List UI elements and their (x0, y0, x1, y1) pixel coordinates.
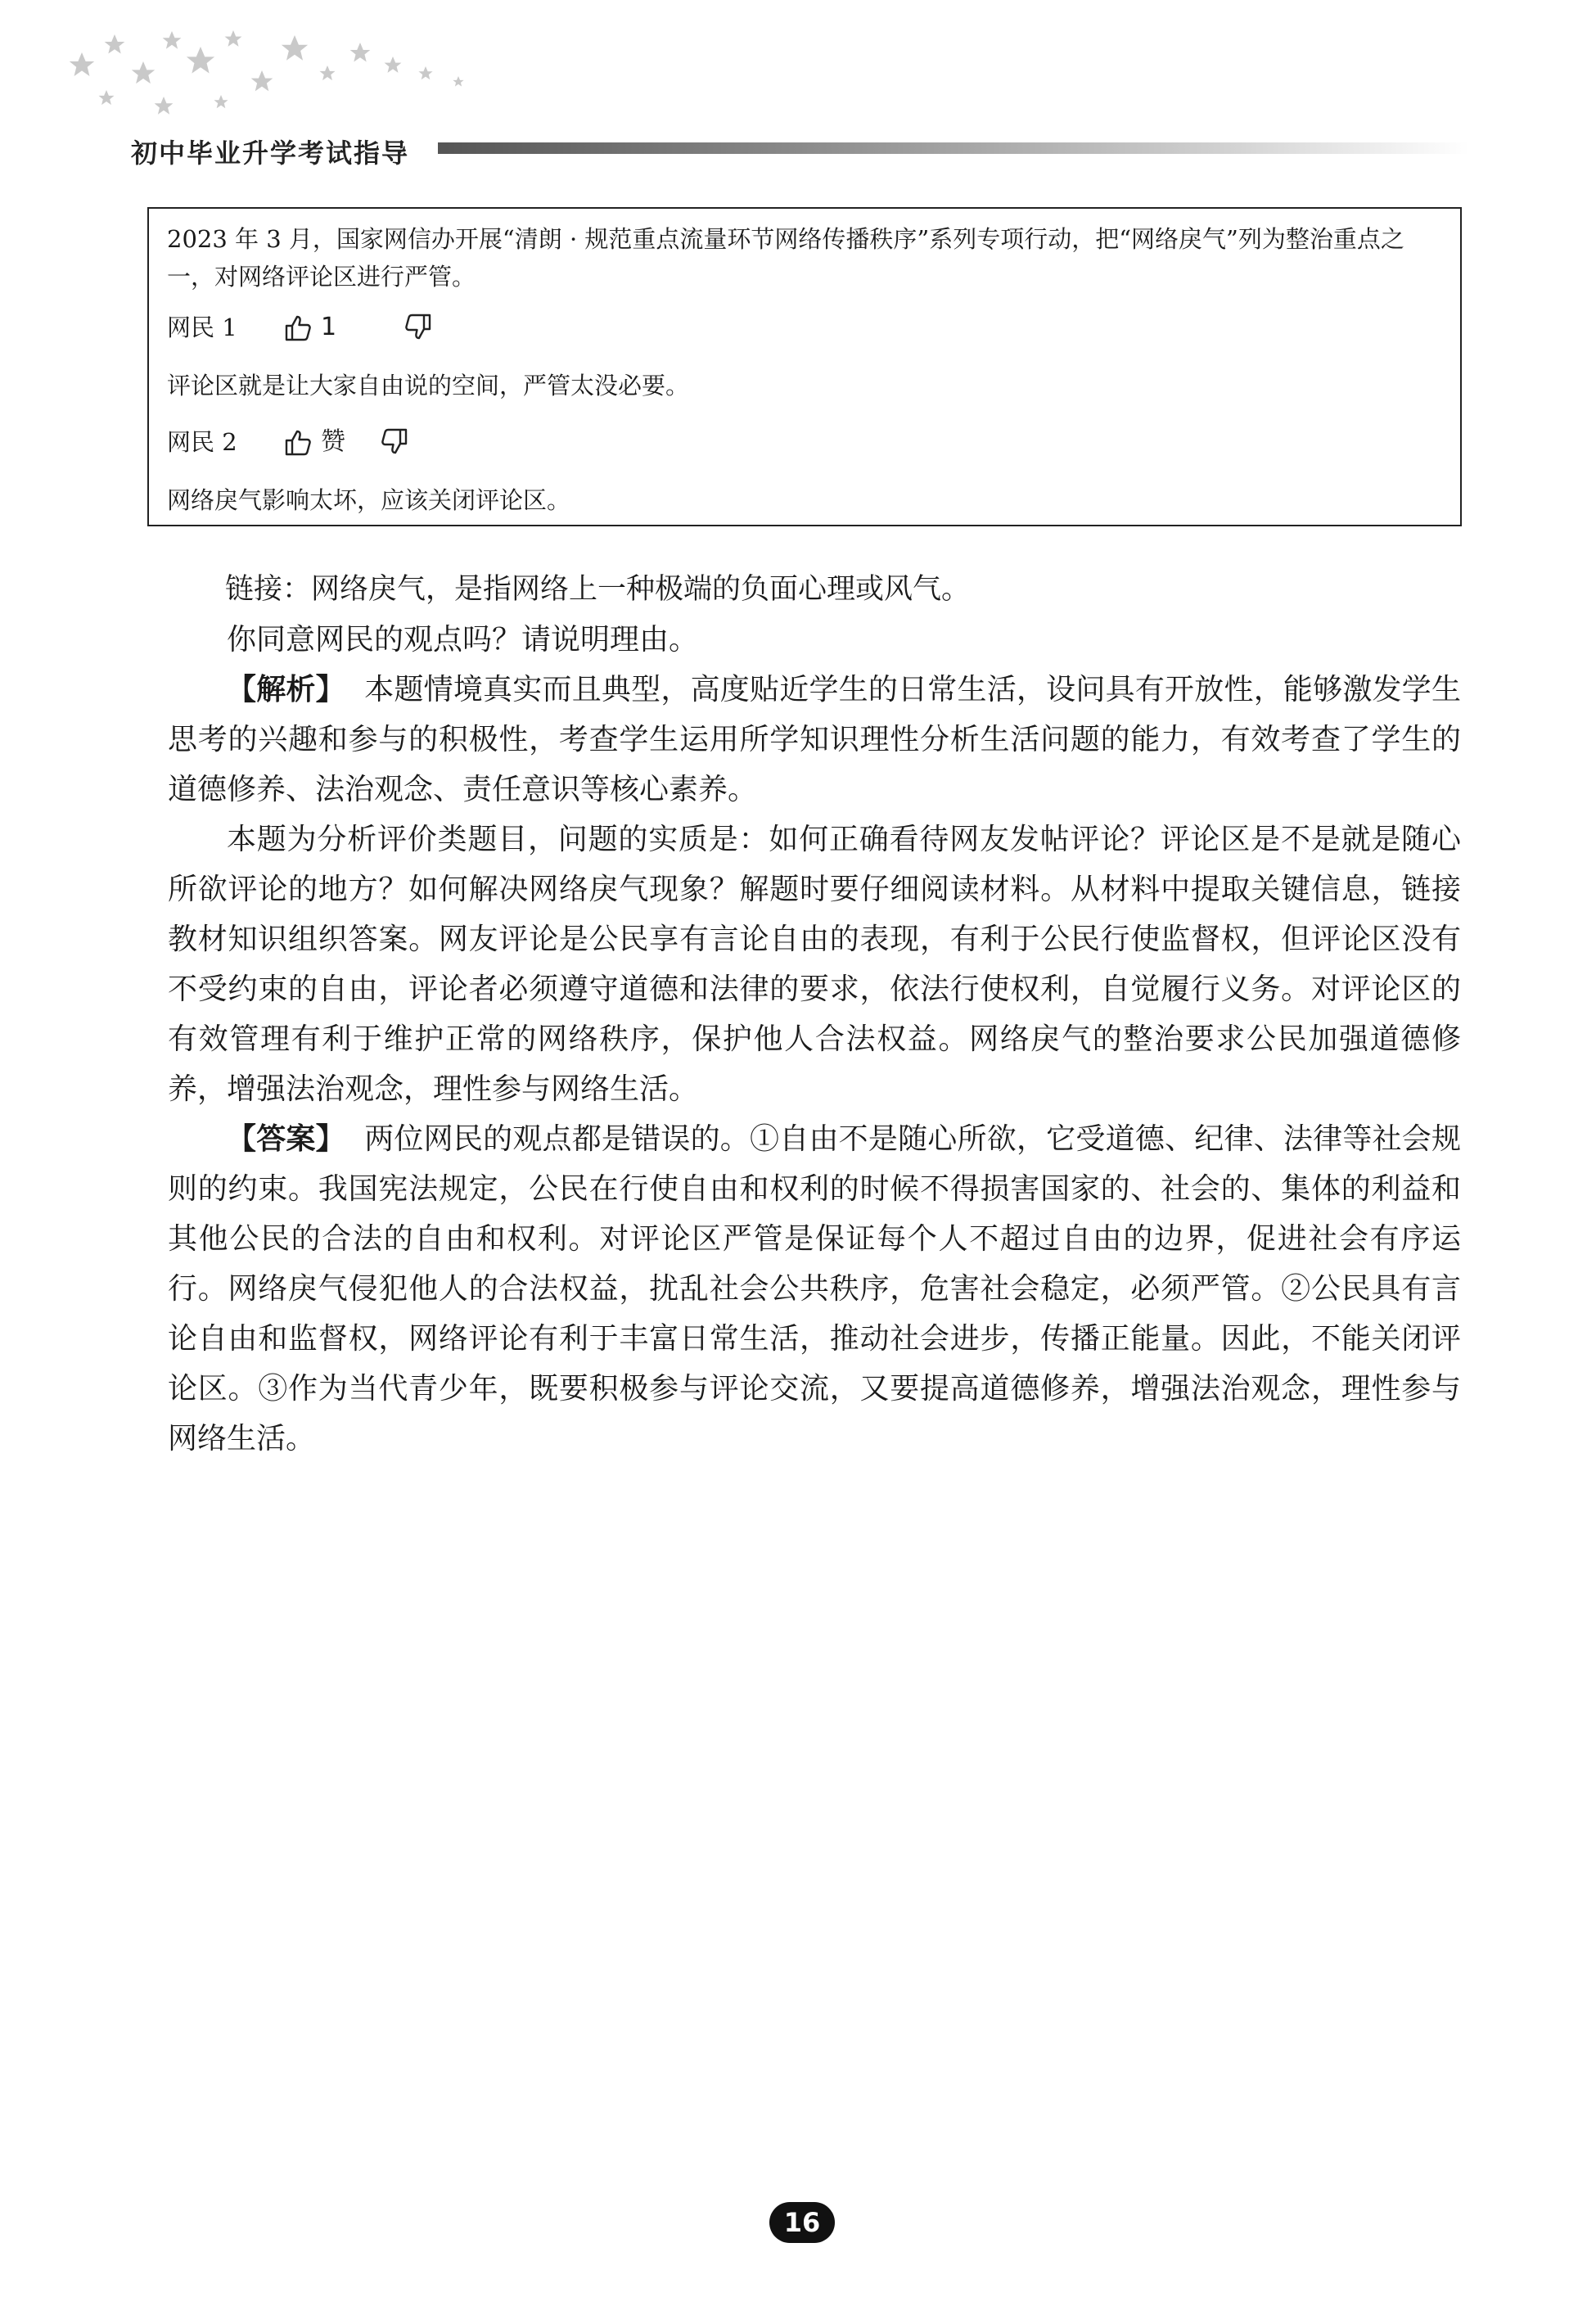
analysis-text: 本题情境真实而且典型，高度贴近学生的日常生活，设问具有开放性，能够激发学生思考的兴趣和参与的积极性，考查学生运用所学知识理性分析生活问题的能力，有效考查了学生的道德修养、法治观念、责任意识等核心素养。 (168, 673, 1461, 806)
comment-user-name: 网民 2 (167, 428, 237, 456)
thumbs-down-icon (402, 311, 435, 344)
comment-user-row (167, 417, 1442, 467)
like-count: 1 (321, 313, 337, 341)
answer-paragraph (168, 1114, 1461, 1464)
analysis-label: 【解析】 (227, 673, 345, 706)
comment-user-name: 网民 1 (167, 314, 237, 341)
material-box (147, 207, 1462, 526)
decorative-stars-icon (57, 16, 483, 131)
link-note: 链接：网络戾气，是指网络上一种极端的负面心理或风气。 (225, 573, 971, 606)
page-number: 16 (769, 2202, 835, 2243)
analysis-paragraph (168, 665, 1461, 815)
like-count: 赞 (321, 427, 345, 456)
header-divider-bar (438, 142, 1469, 154)
answer-label: 【答案】 (227, 1122, 345, 1156)
question-text: 你同意网民的观点吗？请说明理由。 (227, 623, 699, 657)
analysis-paragraph-2: 本题为分析评价类题目，问题的实质是：如何正确看待网友发帖评论？评论区是不是就是随心所欲评论的地方？如何解决网络戾气现象？解题时要仔细阅读材料。从材料中提取关键信息，链接教材知识组织答案。网友评论是公民享有言论自由的表现，有利于公民行使监督权，但评论区没有不受约束的自由，评论者必须遵守道德和法律的要求，依法行使权利，自觉履行义务。对评论区的有效管理有利于维护正常的网络秩序，保护他人合法权益。网络戾气的整治要求公民加强道德修养，增强法治观念，理性参与网络生活。 (168, 823, 1461, 1106)
answer-text: 两位网民的观点都是错误的。①自由不是随心所欲，它受道德、纪律、法律等社会规则的约束。我国宪法规定，公民在行使自由和权利的时候不得损害国家的、社会的、集体的利益和其他公民的合法的自由和权利。对评论区严管是保证每个人不超过自由的边界，促进社会有序运行。网络戾气侵犯他人的合法权益，扰乱社会公共秩序，危害社会稳定，必须严管。②公民具有言论自由和监督权，网络评论有利于丰富日常生活，推动社会进步，传播正能量。因此，不能关闭评论区。③作为当代青少年，既要积极参与评论交流，又要提高道德修养，增强法治观念，理性参与网络生活。 (168, 1122, 1461, 1455)
thumbs-up-icon (282, 426, 314, 458)
thumbs-up-icon (282, 311, 314, 344)
comment-text: 网络戾气影响太坏，应该关闭评论区。 (167, 486, 571, 514)
comment-user-row (167, 302, 1442, 353)
material-intro: 2023 年 3 月，国家网信办开展“清朗 · 规范重点流量环节网络传播秩序”系列专项行动，把“网络戾气”列为整治重点之一，对网络评论区进行严管。 (167, 225, 1404, 291)
explanation-body (168, 565, 1461, 1464)
comment-text: 评论区就是让大家自由说的空间，严管太没必要。 (167, 372, 690, 399)
page-header-title: 初中毕业升学考试指导 (131, 138, 410, 169)
thumbs-down-icon (378, 426, 411, 458)
